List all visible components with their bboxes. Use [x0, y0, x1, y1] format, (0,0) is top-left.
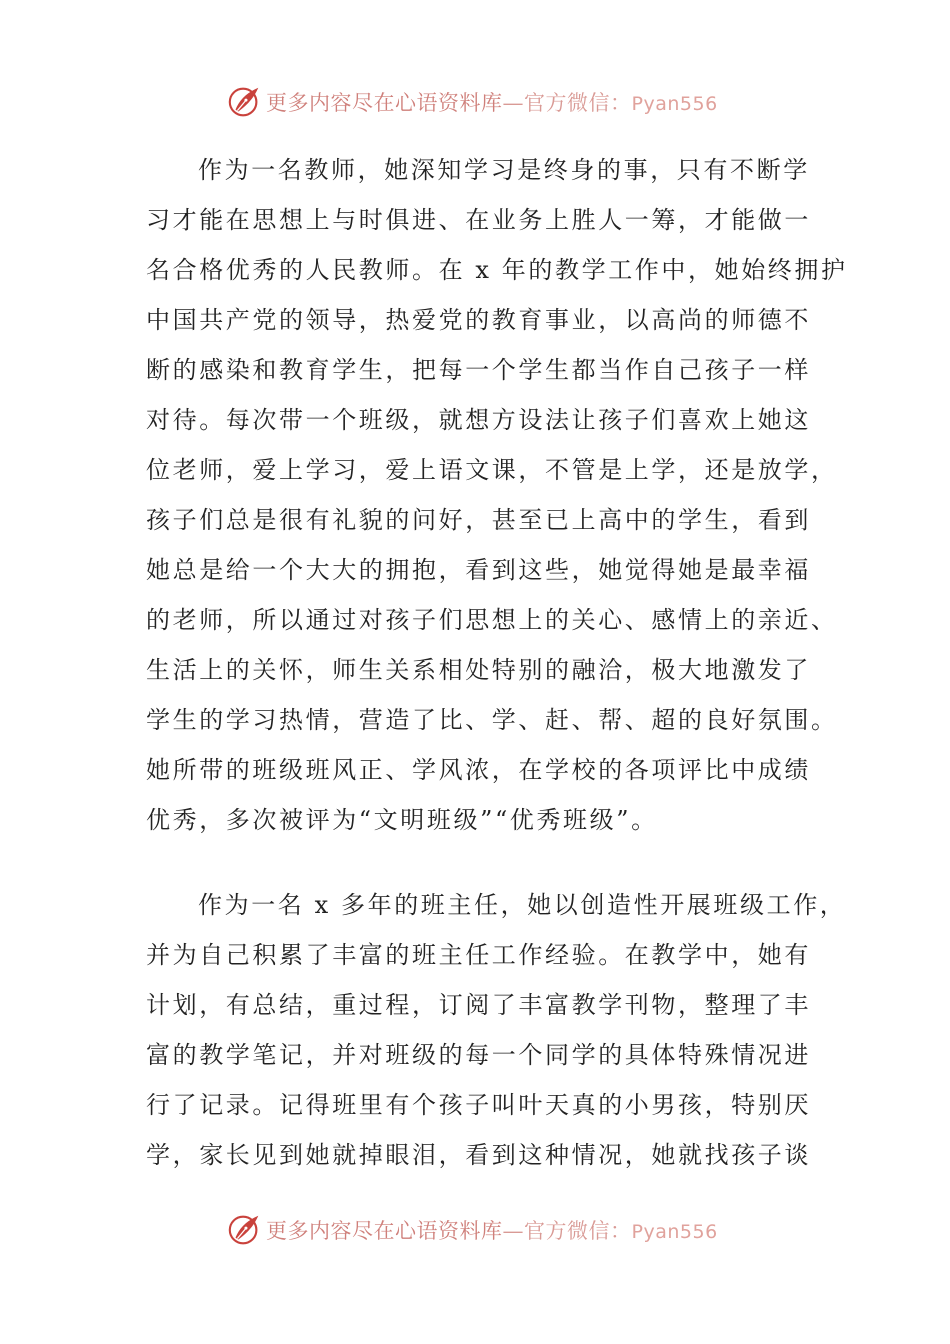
header-watermark — [226, 82, 746, 122]
footer-contact-label: 官方微信： — [524, 1219, 632, 1243]
pen-nib-logo-icon — [226, 1211, 264, 1249]
header-site-text: 更多内容尽在心语资料库 — [266, 91, 503, 115]
footer-watermark-text — [266, 1215, 718, 1245]
text-line: 并为自己积累了丰富的班主任工作经验。在教学中，她有 — [146, 941, 811, 969]
text-line: 作为一名 x 多年的班主任，她以创造性开展班级工作， — [198, 891, 847, 919]
text-line: 孩子们总是很有礼貌的问好，甚至已上高中的学生，看到 — [146, 506, 811, 534]
text-line: 中国共产党的领导，热爱党的教育事业，以高尚的师德不 — [146, 306, 811, 334]
text-line: 作为一名教师，她深知学习是终身的事，只有不断学 — [198, 156, 810, 184]
text-line: 她总是给一个大大的拥抱，看到这些，她觉得她是最幸福 — [146, 556, 811, 584]
text-line: 的老师，所以通过对孩子们思想上的关心、感情上的亲近、 — [146, 606, 838, 634]
footer-contact-id: Pyan556 — [631, 1221, 718, 1243]
paragraph-1 — [146, 145, 848, 845]
text-line: 学，家长见到她就掉眼泪，看到这种情况，她就找孩子谈 — [146, 1141, 811, 1169]
header-contact-id: Pyan556 — [631, 93, 718, 115]
header-contact-label: 官方微信： — [524, 91, 632, 115]
text-line: 生活上的关怀，师生关系相处特别的融洽，极大地激发了 — [146, 656, 811, 684]
text-line: 学生的学习热情，营造了比、学、赶、帮、超的良好氛围。 — [146, 706, 838, 734]
footer-site-text: 更多内容尽在心语资料库 — [266, 1219, 503, 1243]
footer-watermark — [226, 1210, 746, 1250]
pen-nib-logo-icon — [226, 83, 264, 121]
text-line: 计划，有总结，重过程，订阅了丰富教学刊物，整理了丰 — [146, 991, 811, 1019]
text-line: 习才能在思想上与时俱进、在业务上胜人一筹，才能做一 — [146, 206, 811, 234]
header-dash: — — [502, 91, 524, 115]
paragraph-2 — [146, 880, 847, 1180]
text-line: 名合格优秀的人民教师。在 x 年的教学工作中，她始终拥护 — [146, 256, 848, 284]
text-line: 对待。每次带一个班级，就想方设法让孩子们喜欢上她这 — [146, 406, 811, 434]
footer-dash: — — [502, 1219, 524, 1243]
text-line: 优秀，多次被评为“文明班级”“优秀班级”。 — [146, 806, 658, 834]
text-line: 她所带的班级班风正、学风浓，在学校的各项评比中成绩 — [146, 756, 811, 784]
text-line: 行了记录。记得班里有个孩子叫叶天真的小男孩，特别厌 — [146, 1091, 811, 1119]
text-line: 位老师，爱上学习，爱上语文课，不管是上学，还是放学， — [146, 456, 838, 484]
text-line: 富的教学笔记，并对班级的每一个同学的具体特殊情况进 — [146, 1041, 811, 1069]
text-line: 断的感染和教育学生，把每一个学生都当作自己孩子一样 — [146, 356, 811, 384]
header-watermark-text — [266, 87, 718, 117]
